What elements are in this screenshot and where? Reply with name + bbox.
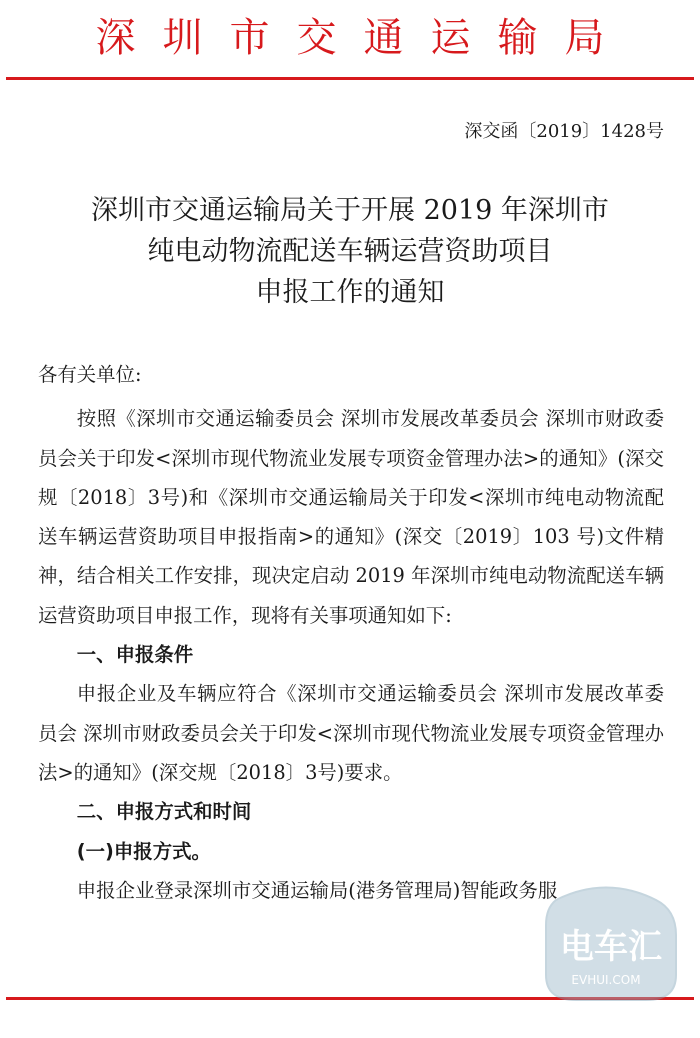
document-body: [38, 355, 664, 910]
document-number: 深交函〔2019〕1428号: [464, 121, 664, 142]
title-line-3: 申报工作的通知: [255, 277, 445, 308]
salutation: 各有关单位:: [38, 363, 142, 386]
watermark-logo-text: 电车汇: [560, 927, 662, 967]
title-line-1: 深圳市交通运输局关于开展 2019 年深圳市: [91, 195, 609, 226]
intro-paragraph: 按照《深圳市交通运输委员会 深圳市发展改革委员会 深圳市财政委员会关于印发<深圳市现代物流业发展专项资金管理办法>的通知》(深交规〔2018〕3号)和《深圳市交通运输局关于印发<深圳市纯电动物流配送车辆运营资助项目申报指南>的通知》(深交〔2019〕103 号)文件精神，结合相关工作安排，现决定启动 2019 年深圳市纯电动物流配送车辆运营资助项目申报工作，现将有关事项通知如下:: [38, 407, 664, 627]
section-2-subheading: (一)申报方式。: [76, 839, 211, 863]
watermark-logo-icon: [526, 880, 686, 1010]
watermark-site-text: EVHUI.COM: [571, 973, 641, 987]
document-title: [0, 190, 700, 313]
header-red-rule: [6, 77, 694, 80]
section-1-paragraph: 申报企业及车辆应符合《深圳市交通运输委员会 深圳市发展改革委员会 深圳市财政委员会关于印发<深圳市现代物流业发展专项资金管理办法>的通知》(深交规〔2018〕3号)要求。: [38, 682, 664, 784]
section-2-paragraph: 申报企业登录深圳市交通运输局(港务管理局)智能政务服: [76, 878, 558, 902]
evhui-watermark-logo: [526, 880, 686, 1010]
title-line-2: 纯电动物流配送车辆运营资助项目: [147, 236, 553, 267]
section-2-heading: 二、申报方式和时间: [76, 800, 252, 824]
agency-header: 深圳市交通运输局: [95, 15, 632, 61]
section-1-heading: 一、申报条件: [76, 643, 194, 667]
